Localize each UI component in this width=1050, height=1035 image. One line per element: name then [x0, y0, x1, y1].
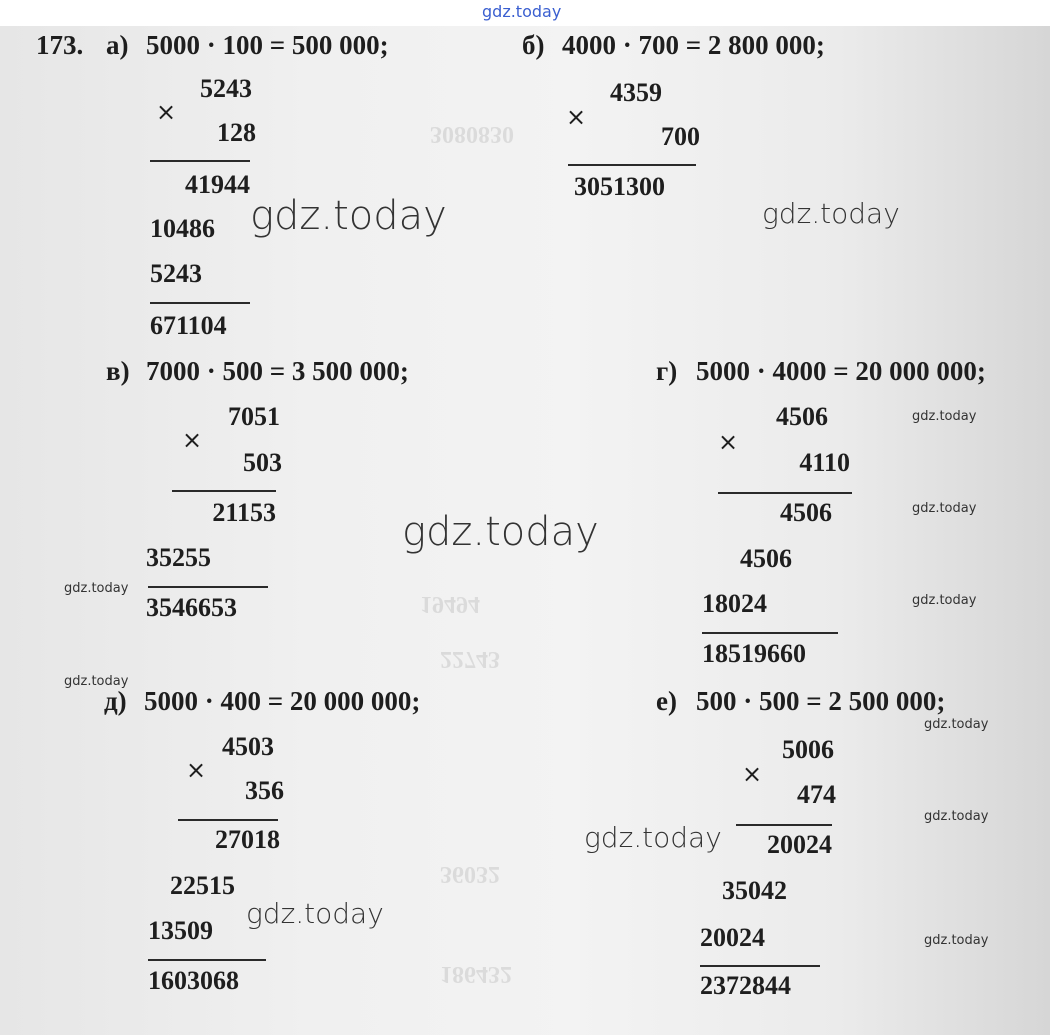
part-a-estimate: 5000 · 100 = 500 000; — [146, 30, 389, 60]
exercise-number: 173. — [36, 30, 84, 60]
part-g-rule — [718, 492, 852, 494]
part-b-factor2: 700 — [661, 122, 700, 151]
part-g-partial-3: 18024 — [702, 589, 767, 618]
bleed-through: 22743 — [440, 646, 500, 672]
part-e-partial-3: 20024 — [700, 923, 765, 952]
part-v-factor2: 503 — [243, 448, 282, 477]
part-d-partial-1: 27018 — [215, 825, 280, 854]
part-d-partial-2: 22515 — [170, 871, 235, 900]
watermark: gdz.today — [762, 197, 900, 230]
watermark: gdz.today — [246, 897, 384, 930]
part-g-partial-1: 4506 — [780, 498, 832, 527]
bleed-through: 3080830 — [430, 121, 514, 147]
part-v-partial-1: 21153 — [212, 498, 276, 527]
part-e-rule — [736, 824, 832, 826]
part-a-label: а) — [106, 30, 129, 60]
part-e-factor2: 474 — [797, 780, 836, 809]
header-bar — [0, 0, 1050, 26]
bleed-through: 36032 — [440, 861, 500, 887]
part-v-label: в) — [106, 356, 130, 386]
part-a-partial-3: 5243 — [150, 259, 202, 288]
part-b-factor1: 4359 — [610, 78, 662, 107]
part-a-rule — [150, 160, 250, 162]
part-a-result: 671104 — [150, 311, 227, 340]
watermark: gdz.today — [64, 581, 129, 596]
part-g-estimate: 5000 · 4000 = 20 000 000; — [696, 356, 986, 386]
part-b-label: б) — [522, 30, 545, 60]
times-sign: × — [186, 756, 207, 784]
part-e-label: е) — [656, 686, 677, 716]
part-d-rule-2 — [148, 959, 266, 961]
bleed-through: 186432 — [440, 961, 512, 987]
part-b-result: 3051300 — [574, 172, 665, 201]
watermark: gdz.today — [924, 933, 989, 948]
part-d-factor1: 4503 — [222, 732, 274, 761]
part-a-partial-1: 41944 — [185, 170, 250, 199]
part-e-result: 2372844 — [700, 971, 791, 1000]
part-e-estimate: 500 · 500 = 2 500 000; — [696, 686, 946, 716]
part-e-rule-2 — [700, 965, 820, 967]
watermark: gdz.today — [402, 509, 599, 555]
part-v-rule-2 — [148, 586, 268, 588]
times-sign: × — [742, 760, 763, 788]
part-b-estimate: 4000 · 700 = 2 800 000; — [562, 30, 825, 60]
part-v-factor1: 7051 — [228, 402, 280, 431]
part-g-label: г) — [656, 356, 678, 386]
part-e-factor1: 5006 — [782, 735, 834, 764]
part-g-result: 18519660 — [702, 639, 806, 668]
part-v-estimate: 7000 · 500 = 3 500 000; — [146, 356, 409, 386]
header-watermark: gdz.today — [482, 2, 562, 21]
part-a-factor1: 5243 — [200, 74, 252, 103]
part-d-label: д) — [104, 686, 127, 716]
watermark: gdz.today — [912, 409, 977, 424]
part-v-partial-2: 35255 — [146, 543, 211, 572]
bleed-through: 19494 — [420, 591, 480, 617]
part-v-result: 3546653 — [146, 593, 237, 622]
part-d-partial-3: 13509 — [148, 916, 213, 945]
part-d-result: 1603068 — [148, 966, 239, 995]
part-g-factor2: 4110 — [799, 448, 850, 477]
watermark: gdz.today — [64, 674, 129, 689]
part-g-factor1: 4506 — [776, 402, 828, 431]
times-sign: × — [156, 98, 177, 126]
times-sign: × — [182, 426, 203, 454]
part-v-rule — [172, 490, 276, 492]
watermark: gdz.today — [584, 821, 722, 854]
times-sign: × — [718, 428, 739, 456]
part-d-estimate: 5000 · 400 = 20 000 000; — [144, 686, 421, 716]
part-e-partial-1: 20024 — [767, 830, 832, 859]
part-b-rule — [568, 164, 696, 166]
part-e-partial-2: 35042 — [722, 876, 787, 905]
part-g-rule-2 — [702, 632, 838, 634]
part-d-rule — [178, 819, 278, 821]
part-a-rule-2 — [150, 302, 250, 304]
watermark: gdz.today — [912, 593, 977, 608]
watermark: gdz.today — [912, 501, 977, 516]
part-d-factor2: 356 — [245, 776, 284, 805]
watermark: gdz.today — [250, 193, 447, 239]
times-sign: × — [566, 103, 587, 131]
watermark: gdz.today — [924, 809, 989, 824]
watermark: gdz.today — [924, 717, 989, 732]
part-a-factor2: 128 — [217, 118, 256, 147]
part-g-partial-2: 4506 — [740, 544, 792, 573]
part-a-partial-2: 10486 — [150, 214, 215, 243]
